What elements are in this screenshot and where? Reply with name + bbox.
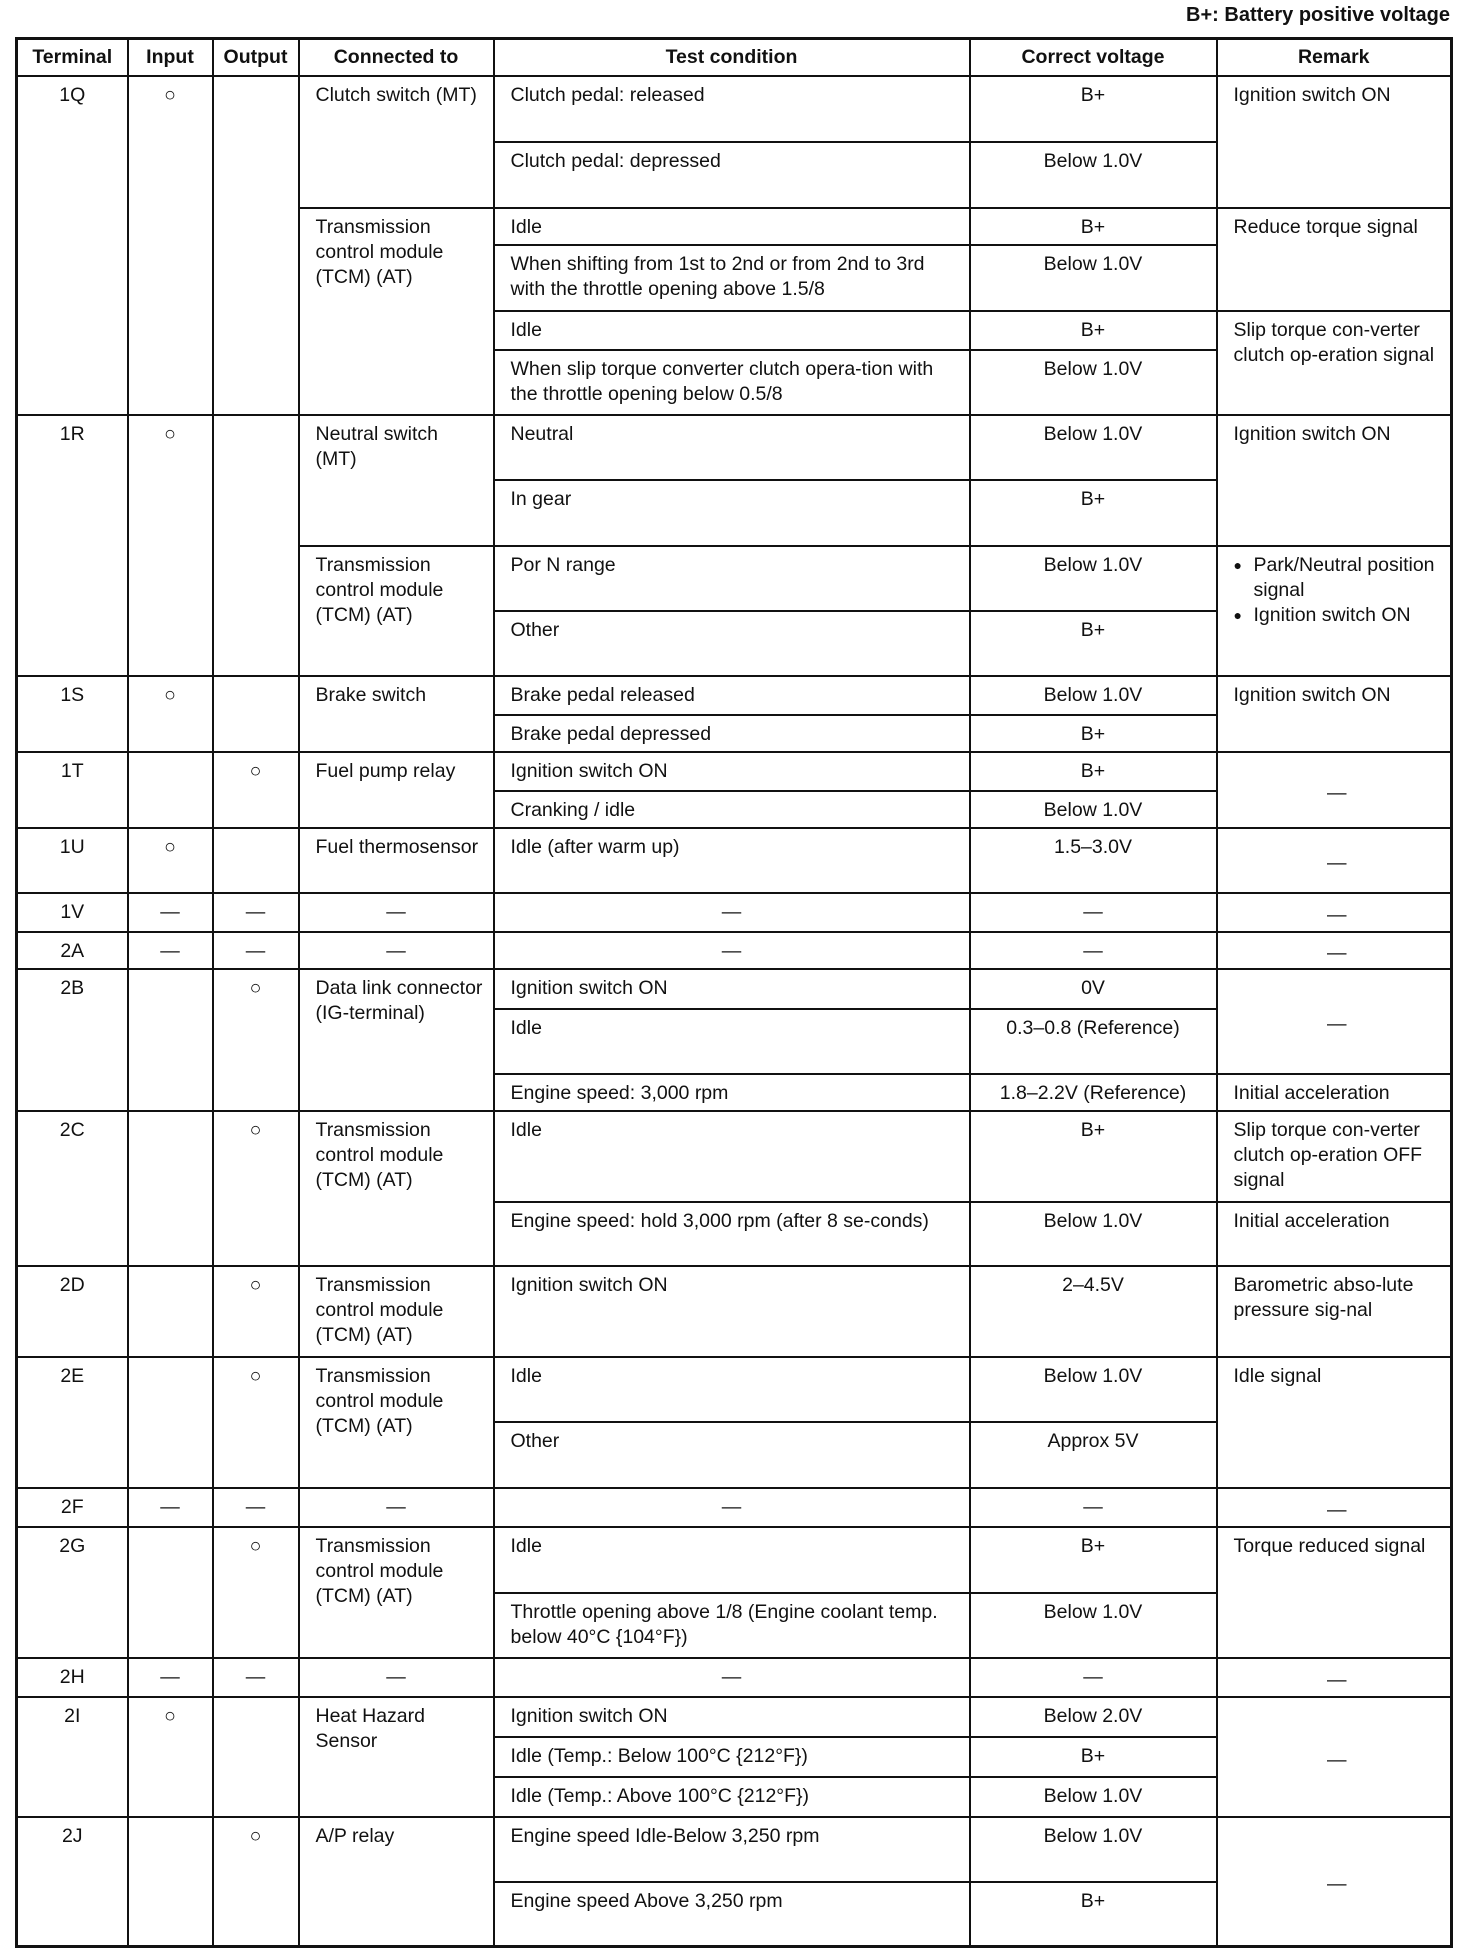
output-mark: — (213, 932, 299, 969)
table-row (17, 969, 1452, 1009)
test-condition: Throttle opening above 1/8 (Engine coolant temp. below 40°C {104°F}) (494, 1593, 970, 1658)
remark: Torque reduced signal (1217, 1527, 1452, 1658)
test-condition: Engine speed: hold 3,000 rpm (after 8 se-conds) (494, 1202, 970, 1266)
test-condition: Other (494, 611, 970, 676)
terminal-id: 1Q (17, 76, 128, 415)
correct-voltage: B+ (970, 311, 1217, 350)
input-mark (128, 1357, 213, 1488)
correct-voltage: 0.3–0.8 (Reference) (970, 1009, 1217, 1074)
output-mark (213, 415, 299, 676)
correct-voltage: — (970, 1488, 1217, 1527)
header-input: Input (128, 39, 213, 77)
correct-voltage: B+ (970, 480, 1217, 546)
correct-voltage: Below 1.0V (970, 676, 1217, 715)
remark (1217, 546, 1452, 676)
terminal-id: 2B (17, 969, 128, 1111)
remark: Initial acceleration (1217, 1074, 1452, 1111)
correct-voltage: Below 1.0V (970, 350, 1217, 415)
correct-voltage: B+ (970, 1527, 1217, 1593)
header-row (17, 39, 1452, 77)
correct-voltage: 1.5–3.0V (970, 828, 1217, 893)
correct-voltage: 2–4.5V (970, 1266, 1217, 1357)
connected-to: Transmission control module (TCM) (AT) (299, 546, 494, 676)
test-condition: Idle (494, 311, 970, 350)
input-mark (128, 752, 213, 828)
remark: Idle signal (1217, 1357, 1452, 1488)
correct-voltage: Below 1.0V (970, 142, 1217, 208)
test-condition: — (494, 932, 970, 969)
table-row (17, 1488, 1452, 1527)
header-remark: Remark (1217, 39, 1452, 77)
correct-voltage: 0V (970, 969, 1217, 1009)
correct-voltage: Below 1.0V (970, 546, 1217, 611)
correct-voltage: B+ (970, 76, 1217, 142)
test-condition: Ignition switch ON (494, 752, 970, 791)
connected-to: — (299, 1488, 494, 1527)
connected-to: Data link connector (IG-terminal) (299, 969, 494, 1111)
test-condition: Idle (after warm up) (494, 828, 970, 893)
table-row (17, 1697, 1452, 1737)
terminal-id: 2F (17, 1488, 128, 1527)
table-row (17, 932, 1452, 969)
test-condition: Ignition switch ON (494, 1697, 970, 1737)
connected-to: Fuel thermosensor (299, 828, 494, 893)
input-mark (128, 1527, 213, 1658)
input-mark: — (128, 932, 213, 969)
remark: Ignition switch ON (1217, 415, 1452, 546)
connected-to: Transmission control module (TCM) (AT) (299, 1111, 494, 1266)
remark: Ignition switch ON (1217, 76, 1452, 208)
table-row (17, 1817, 1452, 1882)
output-mark: ○ (213, 1817, 299, 1946)
terminal-id: 2H (17, 1658, 128, 1697)
remark: Slip torque con-verter clutch op-eration OFF signal (1217, 1111, 1452, 1202)
output-mark: — (213, 893, 299, 932)
correct-voltage: Below 1.0V (970, 1817, 1217, 1882)
correct-voltage: B+ (970, 1111, 1217, 1202)
input-mark (128, 1817, 213, 1946)
remark: Initial acceleration (1217, 1202, 1452, 1266)
table-row (17, 415, 1452, 480)
input-mark: — (128, 893, 213, 932)
table-row (17, 1527, 1452, 1593)
terminal-id: 2G (17, 1527, 128, 1658)
table-row (17, 676, 1452, 715)
connected-to: Neutral switch (MT) (299, 415, 494, 546)
correct-voltage: B+ (970, 208, 1217, 245)
output-mark (213, 676, 299, 752)
table-row (17, 752, 1452, 791)
input-mark: ○ (128, 676, 213, 752)
remark: — (1217, 1817, 1452, 1946)
remark: — (1217, 828, 1452, 893)
output-mark: — (213, 1658, 299, 1697)
input-mark: — (128, 1488, 213, 1527)
correct-voltage: Below 1.0V (970, 1357, 1217, 1422)
test-condition: — (494, 1658, 970, 1697)
test-condition: Brake pedal released (494, 676, 970, 715)
input-mark: — (128, 1658, 213, 1697)
terminal-id: 1S (17, 676, 128, 752)
connected-to: Transmission control module (TCM) (AT) (299, 1357, 494, 1488)
connected-to: — (299, 893, 494, 932)
output-mark: ○ (213, 1527, 299, 1658)
input-mark (128, 1266, 213, 1357)
output-mark: ○ (213, 1111, 299, 1266)
terminal-id: 2A (17, 932, 128, 969)
test-condition: Idle (494, 208, 970, 245)
test-condition: Brake pedal depressed (494, 715, 970, 752)
remark: — (1217, 1658, 1452, 1697)
correct-voltage: Below 1.0V (970, 1202, 1217, 1266)
test-condition: Idle (494, 1111, 970, 1202)
connected-to: Transmission control module (TCM) (AT) (299, 1527, 494, 1658)
test-condition: Ignition switch ON (494, 969, 970, 1009)
terminal-id: 1R (17, 415, 128, 676)
test-condition: When shifting from 1st to 2nd or from 2nd to 3rd with the throttle opening above 1.5/8 (494, 245, 970, 311)
connected-to: A/P relay (299, 1817, 494, 1946)
input-mark (128, 1111, 213, 1266)
test-condition: Other (494, 1422, 970, 1488)
legend-note: B+: Battery positive voltage (1186, 4, 1450, 26)
terminal-id: 1U (17, 828, 128, 893)
test-condition: When slip torque converter clutch opera-tion with the throttle opening below 0.5/8 (494, 350, 970, 415)
test-condition: Ignition switch ON (494, 1266, 970, 1357)
remark: — (1217, 752, 1452, 828)
input-mark: ○ (128, 1697, 213, 1817)
connected-to: — (299, 1658, 494, 1697)
correct-voltage: Below 1.0V (970, 1593, 1217, 1658)
remark: — (1217, 932, 1452, 969)
remark: — (1217, 1697, 1452, 1817)
remark: — (1217, 969, 1452, 1074)
terminal-id: 1T (17, 752, 128, 828)
connected-to: Fuel pump relay (299, 752, 494, 828)
correct-voltage: Below 1.0V (970, 245, 1217, 311)
terminal-id: 2C (17, 1111, 128, 1266)
correct-voltage: B+ (970, 1737, 1217, 1777)
correct-voltage: B+ (970, 611, 1217, 676)
input-mark: ○ (128, 415, 213, 676)
input-mark: ○ (128, 76, 213, 415)
test-condition: Clutch pedal: released (494, 76, 970, 142)
correct-voltage: B+ (970, 752, 1217, 791)
test-condition: Engine speed: 3,000 rpm (494, 1074, 970, 1111)
connected-to: Brake switch (299, 676, 494, 752)
test-condition: Idle (Temp.: Below 100°C {212°F}) (494, 1737, 970, 1777)
output-mark (213, 828, 299, 893)
remark-bullet: ● Ignition switch ON (1254, 603, 1441, 628)
header-test-condition: Test condition (494, 39, 970, 77)
output-mark (213, 1697, 299, 1817)
terminal-id: 2I (17, 1697, 128, 1817)
correct-voltage: 1.8–2.2V (Reference) (970, 1074, 1217, 1111)
correct-voltage: — (970, 1658, 1217, 1697)
test-condition: — (494, 893, 970, 932)
correct-voltage: Approx 5V (970, 1422, 1217, 1488)
terminal-id: 2J (17, 1817, 128, 1946)
terminal-table (15, 37, 1453, 1948)
table-row (17, 1111, 1452, 1202)
test-condition: Engine speed Idle-Below 3,250 rpm (494, 1817, 970, 1882)
output-mark: ○ (213, 1266, 299, 1357)
remark-bullet-list (1234, 553, 1441, 628)
connected-to: Clutch switch (MT) (299, 76, 494, 208)
input-mark (128, 969, 213, 1111)
output-mark: — (213, 1488, 299, 1527)
terminal-id: 2D (17, 1266, 128, 1357)
connected-to: — (299, 932, 494, 969)
test-condition: In gear (494, 480, 970, 546)
remark: — (1217, 1488, 1452, 1527)
table-row (17, 1357, 1452, 1422)
test-condition: Clutch pedal: depressed (494, 142, 970, 208)
remark: Reduce torque signal (1217, 208, 1452, 311)
test-condition: Idle (494, 1527, 970, 1593)
test-condition: — (494, 1488, 970, 1527)
test-condition: Idle (Temp.: Above 100°C {212°F}) (494, 1777, 970, 1817)
output-mark: ○ (213, 752, 299, 828)
correct-voltage: Below 1.0V (970, 415, 1217, 480)
remark-bullet: ● Park/Neutral position signal (1254, 553, 1441, 603)
output-mark: ○ (213, 1357, 299, 1488)
correct-voltage: Below 1.0V (970, 791, 1217, 828)
test-condition: Engine speed Above 3,250 rpm (494, 1882, 970, 1946)
correct-voltage: Below 2.0V (970, 1697, 1217, 1737)
test-condition: Por N range (494, 546, 970, 611)
output-mark (213, 76, 299, 415)
test-condition: Idle (494, 1357, 970, 1422)
correct-voltage: Below 1.0V (970, 1777, 1217, 1817)
connected-to: Transmission control module (TCM) (AT) (299, 208, 494, 415)
table-row (17, 828, 1452, 893)
test-condition: Neutral (494, 415, 970, 480)
connected-to: Transmission control module (TCM) (AT) (299, 1266, 494, 1357)
table-row (17, 1266, 1452, 1357)
terminal-id: 1V (17, 893, 128, 932)
test-condition: Cranking / idle (494, 791, 970, 828)
header-output: Output (213, 39, 299, 77)
header-terminal: Terminal (17, 39, 128, 77)
terminal-id: 2E (17, 1357, 128, 1488)
table-row (17, 76, 1452, 142)
test-condition: Idle (494, 1009, 970, 1074)
input-mark: ○ (128, 828, 213, 893)
remark: — (1217, 893, 1452, 932)
output-mark: ○ (213, 969, 299, 1111)
correct-voltage: B+ (970, 715, 1217, 752)
correct-voltage: — (970, 932, 1217, 969)
correct-voltage: B+ (970, 1882, 1217, 1946)
connected-to: Heat Hazard Sensor (299, 1697, 494, 1817)
remark: Slip torque con-verter clutch op-eration signal (1217, 311, 1452, 415)
remark: Barometric abso-lute pressure sig-nal (1217, 1266, 1452, 1357)
correct-voltage: — (970, 893, 1217, 932)
header-connected-to: Connected to (299, 39, 494, 77)
table-row (17, 1658, 1452, 1697)
header-correct-voltage: Correct voltage (970, 39, 1217, 77)
table-row (17, 893, 1452, 932)
remark: Ignition switch ON (1217, 676, 1452, 752)
